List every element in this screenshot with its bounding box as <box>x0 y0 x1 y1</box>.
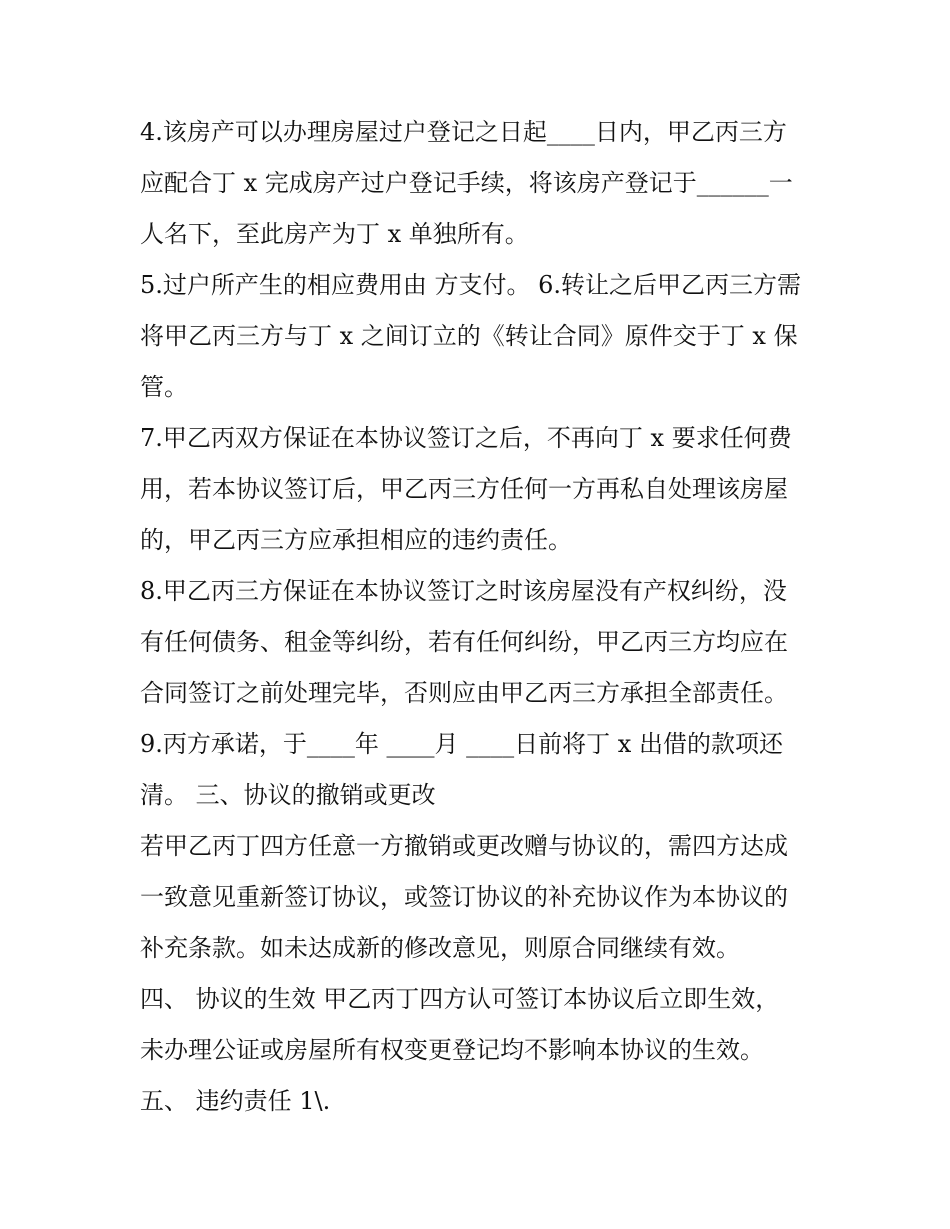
text-line: 管。 <box>140 373 188 401</box>
text-line: 若甲乙丙丁四方任意一方撤销或更改赠与协议的，需四方达成 <box>140 832 788 860</box>
text-line: 5.过户所产生的相应费用由 方支付。 6.转让之后甲乙丙三方需 <box>140 271 802 299</box>
text-line: 4.该房产可以办理房屋过户登记之日起____日内，甲乙丙三方 <box>140 118 787 146</box>
text-line: 的，甲乙丙三方应承担相应的违约责任。 <box>140 526 572 554</box>
text-line: 应配合丁 x 完成房产过户登记手续，将该房产登记于______一 <box>140 169 793 197</box>
text-line: 清。 三、协议的撤销或更改 <box>140 781 436 809</box>
text-line: 8.甲乙丙三方保证在本协议签订之时该房屋没有产权纠纷，没 <box>140 577 787 605</box>
text-line: 将甲乙丙三方与丁 x 之间订立的《转让合同》原件交于丁 x 保 <box>140 322 798 350</box>
text-line: 五、 违约责任 1\. <box>140 1087 331 1115</box>
text-line: 补充条款。如未达成新的修改意见，则原合同继续有效。 <box>140 934 740 962</box>
text-line: 四、 协议的生效 甲乙丙丁四方认可签订本协议后立即生效， <box>140 985 780 1013</box>
text-line: 用，若本协议签订后，甲乙丙三方任何一方再私自处理该房屋 <box>140 475 788 503</box>
text-line: 一致意见重新签订协议，或签订协议的补充协议作为本协议的 <box>140 883 788 911</box>
text-line: 未办理公证或房屋所有权变更登记均不影响本协议的生效。 <box>140 1036 764 1064</box>
document-body <box>140 107 830 1127</box>
text-line: 9.丙方承诺，于____年 ____月 ____日前将丁 x 出借的款项还 <box>140 730 783 758</box>
text-line: 7.甲乙丙双方保证在本协议签订之后，不再向丁 x 要求任何费 <box>140 424 792 452</box>
text-line: 合同签订之前处理完毕，否则应由甲乙丙三方承担全部责任。 <box>140 679 788 707</box>
text-line: 人名下，至此房产为丁 x 单独所有。 <box>140 220 529 248</box>
text-line: 有任何债务、租金等纠纷，若有任何纠纷，甲乙丙三方均应在 <box>140 628 788 656</box>
